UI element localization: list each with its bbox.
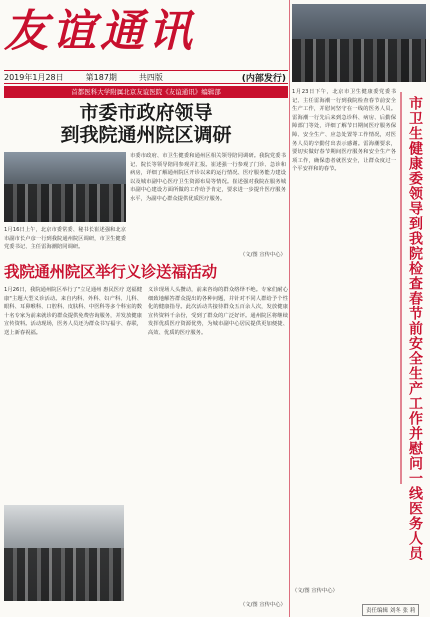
story2-photo [4, 505, 124, 601]
internal-label: (内部发行) [241, 73, 286, 84]
story2-text-col1: 1月26日，我院通州院区举行了"立足通州 惠民医疗 送福健康"主题大型义诊活动。来自内科、外科、妇产科、儿科、眼科、耳鼻喉科、口腔科、皮肤科、中医科等多个科室的数十名专家为前来就诊的群众提供免费咨询服务，并发放健康宣传资料。活动现场，医务人员还为群众书写福字、春联，送上新春祝福。 [4, 287, 142, 336]
story3-text: 1月23日下午，北京市卫生健康委党委书记、主任雷海潮一行到我院检查春节前安全生产工作，并慰问坚守在一线的医务人员。雷海潮一行先后来到急诊科、病房、后勤保障部门等处，详细了解节日期间医疗服务保障、安全生产、应急处置等工作情况，对医务人员的辛勤付出表示感谢。雷海潮要求，要切实做好春节期间医疗服务和安全生产各项工作，确保患者就医安全，让群众度过一个平安祥和的春节。 [292, 89, 396, 173]
story1-headline-line2: 到我院通州院区调研 [60, 124, 232, 146]
story2-byline: （文/图 宣传中心） [240, 602, 286, 608]
story1-headline [4, 102, 288, 146]
masthead-title: 友谊通讯 [4, 6, 196, 57]
story1-headline-line1: 市委市政府领导 [79, 102, 213, 124]
story3-photo [292, 4, 426, 82]
masthead [4, 4, 288, 64]
issue-pages: 共四版 [138, 72, 163, 82]
sponsor-banner: 首都医科大学附属北京友谊医院《友谊通讯》编辑部 [4, 86, 288, 98]
story3-byline: （文/图 宣传中心） [292, 588, 338, 594]
issue-info [4, 70, 288, 84]
column-divider [289, 0, 290, 617]
headline-rule [400, 92, 402, 484]
issue-number: 第187期 [85, 72, 117, 82]
story3-headline: 市卫生健康委领导到我院检查春节前安全生产工作并慰问一线医务人员 [407, 96, 423, 561]
story2-text-col2: 义诊现场人头攒动，前来咨询的群众络绎不绝。专家们耐心细致地解答群众提出的各种问题，并针对不同人群给予个性化的健康指导。此次活动共接待群众五百余人次，发放健康宣传资料千余份，受到了群众的广泛好评。通州院区将继续发挥优质医疗资源优势，为城市副中心居民提供更加便捷、高效、优质的医疗服务。 [148, 287, 288, 336]
story1-byline: （文/图 宣传中心） [240, 252, 286, 258]
story1-text-left: 1月16日上午，北京市委常委、秘书长崔述强和北京市副市长卢彦一行到我院通州院区调研，市卫生健委党委书记、主任雷海潮陪同调研。 [4, 227, 126, 251]
story1-text-right: 市委市政府、市卫生健委和通州区相关领导陪同调研。我院党委书记、院长等领导陪同参观并汇报。崔述强一行参观了门诊、急诊和病房，详细了解通州院区开诊以来的运行情况、医疗服务能力建设以及城市副中心医疗卫生资源布局等情况。崔述强对我院在服务城市副中心建设方面所做的工作给予肯定，要求进一步提升医疗服务水平，为副中心群众提供优质医疗服务。 [130, 153, 286, 202]
editors-credit: 责任编辑 刘冬 张 莉 [362, 604, 419, 616]
issue-date: 2019年1月28日 [4, 72, 64, 82]
story2-headline: 我院通州院区举行义诊送福活动 [4, 263, 217, 281]
story1-photo [4, 152, 126, 222]
